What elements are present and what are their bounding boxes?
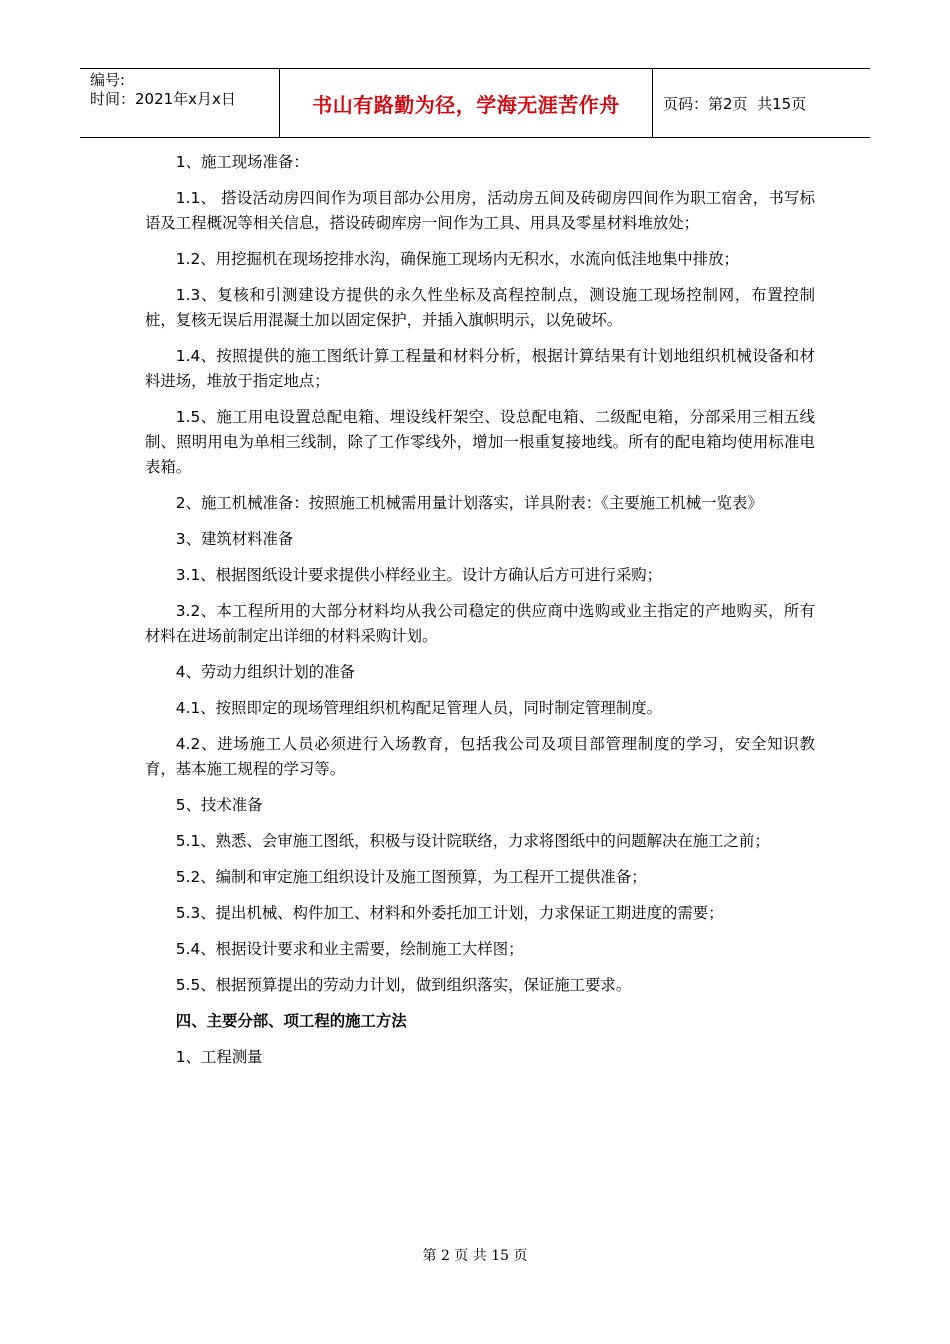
document-number-label: 编号: [90,71,126,89]
paragraph: 5、技术准备 [175,796,263,814]
paragraph: 1.5、施工用电设置总配电箱、埋设线杆架空、设总配电箱、二级配电箱，分部采用三相五线制、照明用电为单相三线制，除了工作零线外，增加一根重复接地线。所有的配电箱均使用标准电表箱。 [145,408,815,476]
paragraph: 5.4、根据设计要求和业主需要，绘制施工大样图； [175,940,524,958]
document-body [145,150,815,1081]
page-footer: 第 2 页 共 15 页 [422,1248,528,1264]
paragraph: 1.4、按照提供的施工图纸计算工程量和材料分析，根据计算结果有计划地组织机械设备和材料进场，堆放于指定地点； [145,347,815,390]
paragraph: 1、工程测量 [175,1048,263,1066]
paragraph: 1.3、复核和引测建设方提供的永久性坐标及高程控制点，测设施工现场控制网，布置控制桩，复核无误后用混凝土加以固定保护，并插入旗帜明示，以免破坏。 [145,286,815,329]
header-page-info [653,69,870,137]
paragraph: 5.3、提出机械、构件加工、材料和外委托加工计划，力求保证工期进度的需要； [175,904,724,922]
paragraph: 3.2、本工程所用的大部分材料均从我公司稳定的供应商中选购或业主指定的产地购买，所有材料在进场前制定出详细的材料采购计划。 [145,602,815,645]
paragraph: 1.2、用挖掘机在现场挖排水沟，确保施工现场内无积水，水流向低洼地集中排放； [175,250,739,268]
paragraph: 4.1、按照即定的现场管理组织机构配足管理人员，同时制定管理制度。 [175,699,662,717]
paragraph: 1.1、 搭设活动房四间作为项目部办公用房，活动房五间及砖砌房四间作为职工宿舍，书写标语及工程概况等相关信息，搭设砖砌库房一间作为工具、用具及零星材料堆放处； [145,189,815,232]
paragraph: 5.2、编制和审定施工组织设计及施工图预算，为工程开工提供准备； [175,868,647,886]
paragraph: 3.1、根据图纸设计要求提供小样经业主。设计方确认后方可进行采购； [175,566,662,584]
document-date: 时间：2021年x月x日 [90,90,236,108]
paragraph: 5.5、根据预算提出的劳动力计划，做到组织落实，保证施工要求。 [175,976,632,994]
header-meta [80,69,280,137]
paragraph: 2、施工机械准备：按照施工机械需用量计划落实，详具附表：《主要施工机械一览表》 [175,494,763,512]
header-page-number: 页码：第2页 共15页 [663,94,807,113]
paragraph: 4.2、进场施工人员必须进行入场教育，包括我公司及项目部管理制度的学习，安全知识教育，基本施工规程的学习等。 [145,735,815,778]
header-motto: 书山有路勤为径，学海无涯苦作舟 [280,69,653,137]
section-heading: 四、主要分部、项工程的施工方法 [175,1012,407,1030]
paragraph: 5.1、熟悉、会审施工图纸，积极与设计院联络，力求将图纸中的问题解决在施工之前； [175,832,770,850]
paragraph: 4、劳动力组织计划的准备 [175,663,355,681]
paragraph: 1、施工现场准备： [175,153,309,171]
page-header [80,68,870,138]
paragraph: 3、建筑材料准备 [175,530,294,548]
